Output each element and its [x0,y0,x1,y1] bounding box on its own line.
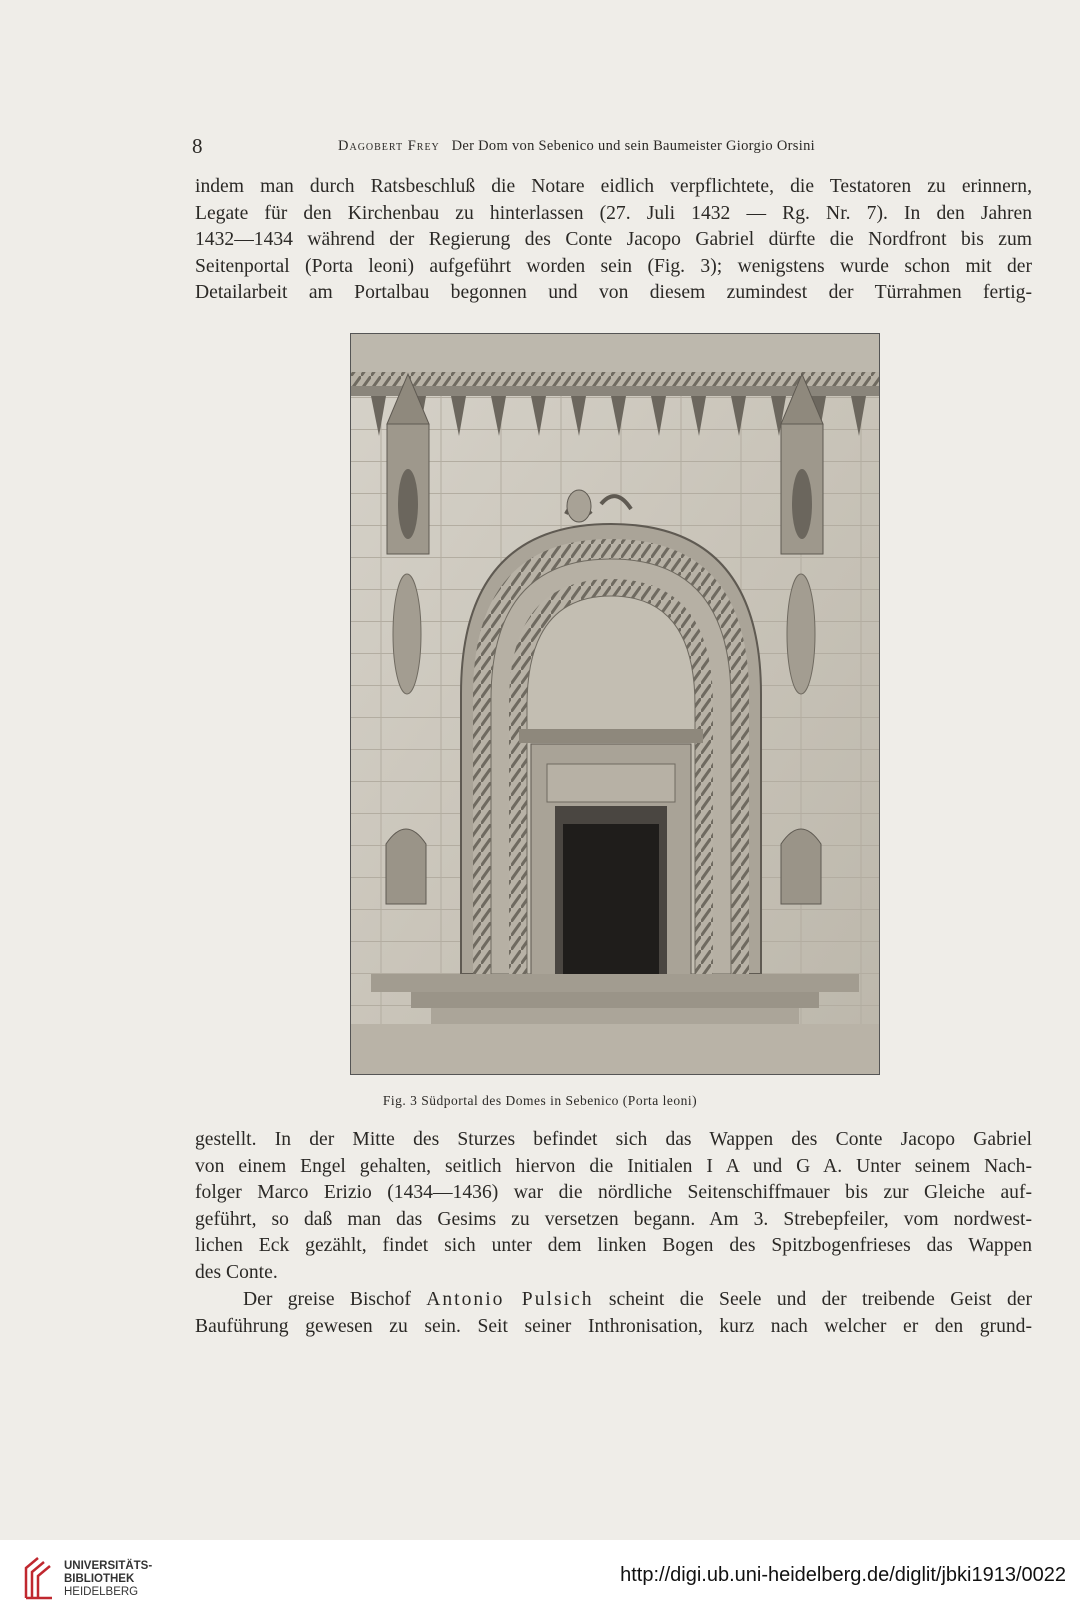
page-number: 8 [192,134,203,158]
text-line: lichen Eck gezählt, findet sich unter dem linken Bogen des Spitzbogenfrieses das Wappen [195,1235,1032,1257]
library-line: HEIDELBERG [64,1586,139,1598]
text-line: geführt, so daß man das Gesims zu versetzen begann. Am 3. Strebepfeiler, vom nordwest- [195,1208,1032,1230]
permalink-url[interactable]: http://digi.ub.uni-heidelberg.de/diglit/jbki1913/0022 [620,1564,1066,1586]
text-line: indem man durch Ratsbeschluß die Notare eidlich verpflichtete, die Testatoren zu erinnern, [195,176,1032,197]
text-line: Legate für den Kirchenbau zu hinterlassen (27. Juli 1432 — Rg. Nr. 7). In den Jahren [195,202,1032,224]
portal-photograph [351,334,879,1074]
text-line: von einem Engel gehalten, seitlich hiervon die Initialen I A und G A. Unter seinem Nach- [195,1155,1032,1177]
text-line [195,1287,1032,1314]
text-line: 1432—1434 während der Regierung des Conte Jacopo Gabriel dürfte die Nordfront bis zum [195,229,1032,251]
figure-caption: Fig. 3 Südportal des Domes in Sebenico (Porta leoni) [382,1093,698,1108]
running-head [338,138,815,155]
text-line: Seitenportal (Porta leoni) aufgeführt worden sein (Fig. 3); wenigstens wurde schon mit der [195,255,1032,277]
figure-photo-porta-leoni [350,333,880,1075]
book-title: Der Dom von Sebenico und sein Baumeister Giorgio Orsini [451,138,815,154]
page-header [192,134,1032,162]
library-logo-icon [22,1554,56,1602]
paragraph-3 [195,1287,1032,1340]
text-line: gestellt. In der Mitte des Sturzes befindet sich das Wappen des Conte Jacopo Gabriel [195,1129,1032,1150]
text-line: Bauführung gewesen zu sein. Seit seiner Inthronisation, kurz nach welcher er den grund- [195,1315,1032,1337]
paragraph-1 [195,174,1032,307]
library-name [64,1560,152,1599]
text-segment: Der greise Bischof [243,1289,427,1310]
author-name: Dagobert Frey [338,138,440,154]
text-line: Detailarbeit am Portalbau begonnen und von diesem zumindest der Türrahmen fertig- [195,282,1032,304]
footer-bar [0,1540,1080,1617]
person-name: Antonio Pulsich [426,1289,594,1310]
text-line: folger Marco Erizio (1434—1436) war die nördliche Seitenschiffmauer bis zur Gleiche auf- [195,1182,1032,1204]
library-line: BIBLIOTHEK [64,1573,135,1585]
text-line: des Conte. [195,1261,278,1283]
library-line: UNIVERSITÄTS- [64,1560,153,1572]
paragraph-2 [195,1127,1032,1287]
text-segment: scheint die Seele und der treibende Geist der [593,1289,1032,1310]
